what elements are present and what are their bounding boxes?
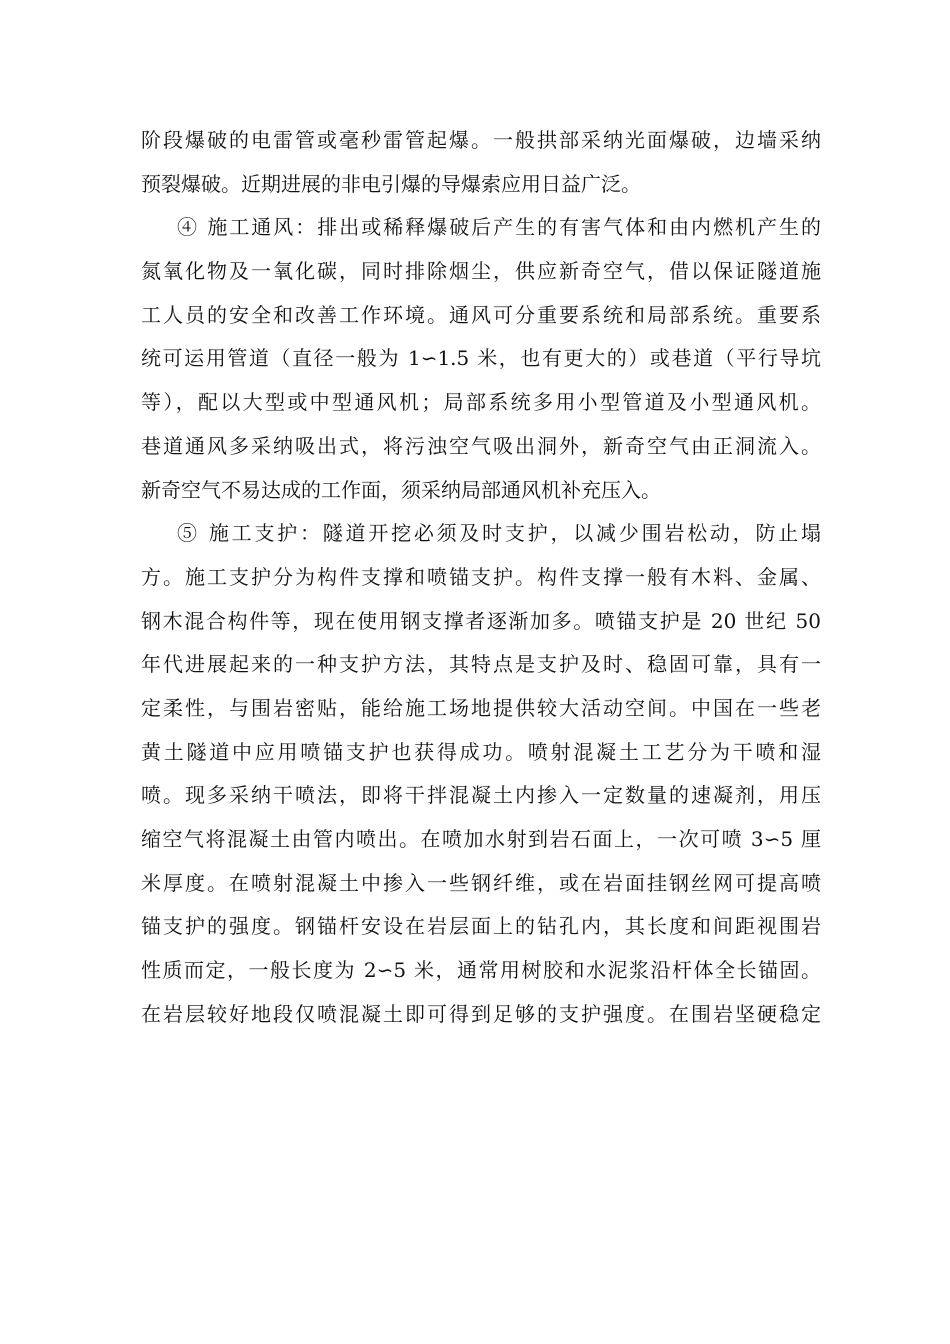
text-line: 喷。现多采纳干喷法，即将干拌混凝土内掺入一定数量的速凝剂，用压 [141,783,821,808]
text-line: 定柔性，与围岩密贴，能给施工场地提供较大活动空间。中国在一些老 [141,695,821,720]
text-line: 巷道通风多采纳吸出式，将污浊空气吸出洞外，新奇空气由正洞流入。 [141,433,821,458]
text-line: 氮氧化物及一氧化碳，同时排除烟尘，供应新奇空气，借以保证隧道施 [141,259,821,284]
text-line: 性质而定，一般长度为 2∽5 米，通常用树胶和水泥浆沿杆体全长锚固。 [141,958,821,983]
text-line: 新奇空气不易达成的工作面，须采纳局部通风机补充压入。 [141,477,661,502]
text-line: 工人员的安全和改善工作环境。通风可分重要系统和局部系统。重要系 [141,302,821,327]
text-line: ④ 施工通风：排出或稀释爆破后产生的有害气体和由内燃机产生的 [177,215,821,240]
text-line: 阶段爆破的电雷管或毫秒雷管起爆。一般拱部采纳光面爆破，边墙采纳 [141,128,821,152]
body-text [141,119,821,1036]
text-line: 在岩层较好地段仅喷混凝土即可得到足够的支护强度。在围岩坚硬稳定 [141,1001,821,1026]
text-line: 方。施工支护分为构件支撑和喷锚支护。构件支撑一般有木料、金属、 [141,564,821,589]
text-line: 等），配以大型或中型通风机；局部系统多用小型管道及小型通风机。 [141,390,821,415]
text-line: 钢木混合构件等，现在使用钢支撑者逐渐加多。喷锚支护是 20 世纪 50 [141,608,821,633]
text-line: ⑤ 施工支护：隧道开挖必须及时支护，以减少围岩松动，防止塌 [177,521,821,546]
text-line: 米厚度。在喷射混凝土中掺入一些钢纤维，或在岩面挂钢丝网可提高喷 [141,870,821,895]
text-line: 锚支护的强度。钢锚杆安设在岩层面上的钻孔内，其长度和间距视围岩 [141,914,821,939]
text-line: 缩空气将混凝土由管内喷出。在喷加水射到岩石面上，一次可喷 3∽5 厘 [141,827,821,851]
text-line: 预裂爆破。近期进展的非电引爆的导爆索应用日益广泛。 [141,171,641,196]
text-line: 统可运用管道（直径一般为 1∽1.5 米，也有更大的）或巷道（平行导坑 [141,346,821,371]
text-line: 黄土隧道中应用喷锚支护也获得成功。喷射混凝土工艺分为干喷和湿 [141,739,821,764]
text-line: 年代进展起来的一种支护方法，其特点是支护及时、稳固可靠，具有一 [141,652,821,677]
